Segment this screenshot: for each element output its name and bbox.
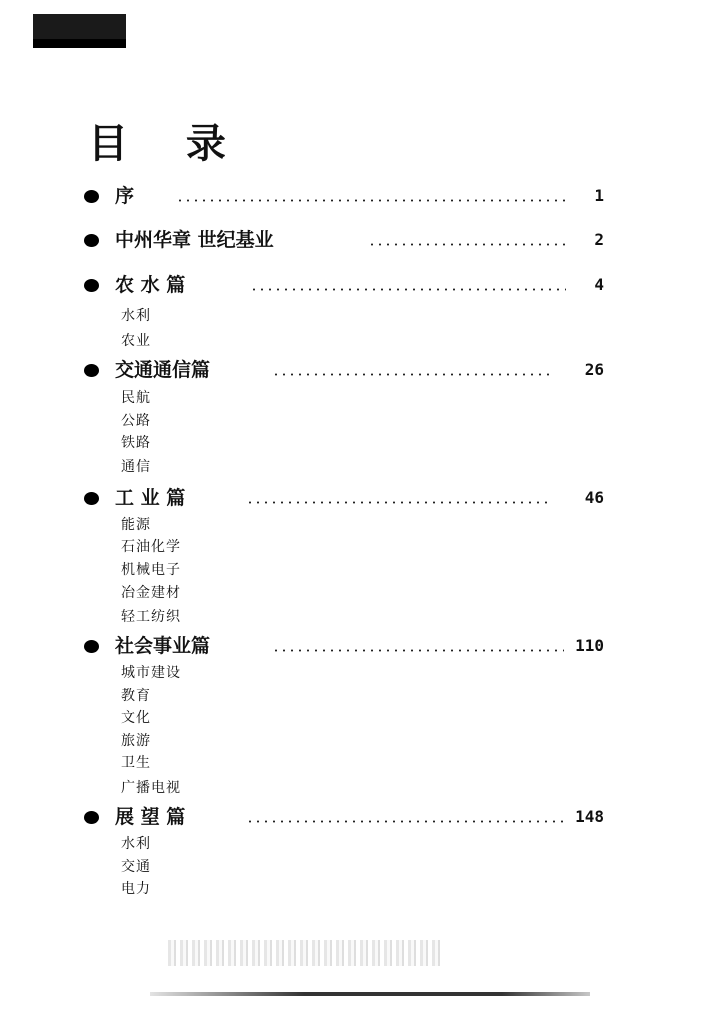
toc-subitem[interactable]: 文化: [121, 710, 151, 726]
toc-entry-page: 4: [594, 275, 604, 294]
dot-leader: [272, 373, 552, 376]
bullet-icon: [84, 190, 99, 203]
toc-subitem[interactable]: 轻工纺织: [121, 609, 181, 625]
dot-leader: [368, 243, 566, 246]
toc-entry-zhongzhou[interactable]: [84, 226, 604, 254]
dot-leader: [246, 501, 552, 504]
toc-subitem[interactable]: 教育: [121, 688, 151, 704]
toc-entry-label: 交通通信篇: [115, 359, 211, 381]
toc-subitem[interactable]: 旅游: [121, 733, 151, 749]
toc-subitem[interactable]: 水利: [121, 836, 151, 852]
toc-subitem[interactable]: 水利: [121, 308, 151, 324]
toc-subitem[interactable]: 广播电视: [121, 780, 181, 796]
dot-leader: [272, 649, 564, 652]
toc-subitem[interactable]: 电力: [121, 881, 151, 897]
scan-smudge: [168, 940, 440, 966]
toc-entry-label: 农 水 篇: [115, 274, 186, 296]
toc-entry-label: 序: [115, 185, 135, 207]
toc-subitem[interactable]: 通信: [121, 459, 151, 475]
toc-entry-label: 中州华章 世纪基业: [115, 229, 274, 251]
toc-entry-agriculture[interactable]: [84, 271, 604, 299]
bullet-icon: [84, 492, 99, 505]
toc-entry-preface[interactable]: [84, 182, 604, 210]
toc-subitem[interactable]: 交通: [121, 859, 151, 875]
bullet-icon: [84, 234, 99, 247]
dot-leader: [250, 288, 566, 291]
toc-entry-page: 2: [594, 230, 604, 249]
toc-entry-page: 110: [575, 636, 604, 655]
bullet-icon: [84, 364, 99, 377]
toc-subitem[interactable]: 能源: [121, 517, 151, 533]
toc-entry-industry[interactable]: [84, 484, 604, 512]
bullet-icon: [84, 279, 99, 292]
toc-subitem[interactable]: 冶金建材: [121, 585, 181, 601]
bullet-icon: [84, 640, 99, 653]
toc-entry-label: 展 望 篇: [115, 806, 186, 828]
toc-subitem[interactable]: 机械电子: [121, 562, 181, 578]
toc-subitem[interactable]: 公路: [121, 413, 151, 429]
toc-entry-label: 工 业 篇: [115, 487, 186, 509]
toc-entry-page: 1: [594, 186, 604, 205]
toc-subitem[interactable]: 民航: [121, 390, 151, 406]
toc-entry-page: 46: [584, 488, 604, 507]
toc-subitem[interactable]: 卫生: [121, 755, 151, 771]
bottom-rule: [150, 992, 590, 996]
toc-entry-outlook[interactable]: [84, 803, 604, 831]
toc-entry-page: 26: [584, 360, 604, 379]
toc-subitem[interactable]: 石油化学: [121, 539, 181, 555]
toc-entry-transport[interactable]: [84, 356, 604, 384]
toc-entry-page: 148: [575, 807, 604, 826]
toc-entry-social[interactable]: [84, 632, 604, 660]
dot-leader: [176, 199, 566, 202]
bullet-icon: [84, 811, 99, 824]
toc-entry-label: 社会事业篇: [115, 635, 211, 657]
dot-leader: [246, 820, 564, 823]
toc-subitem[interactable]: 农业: [121, 333, 151, 349]
toc-subitem[interactable]: 城市建设: [121, 665, 181, 681]
toc-subitem[interactable]: 铁路: [121, 435, 151, 451]
header-logo: [33, 14, 126, 48]
toc-title: 目 录: [88, 120, 248, 167]
